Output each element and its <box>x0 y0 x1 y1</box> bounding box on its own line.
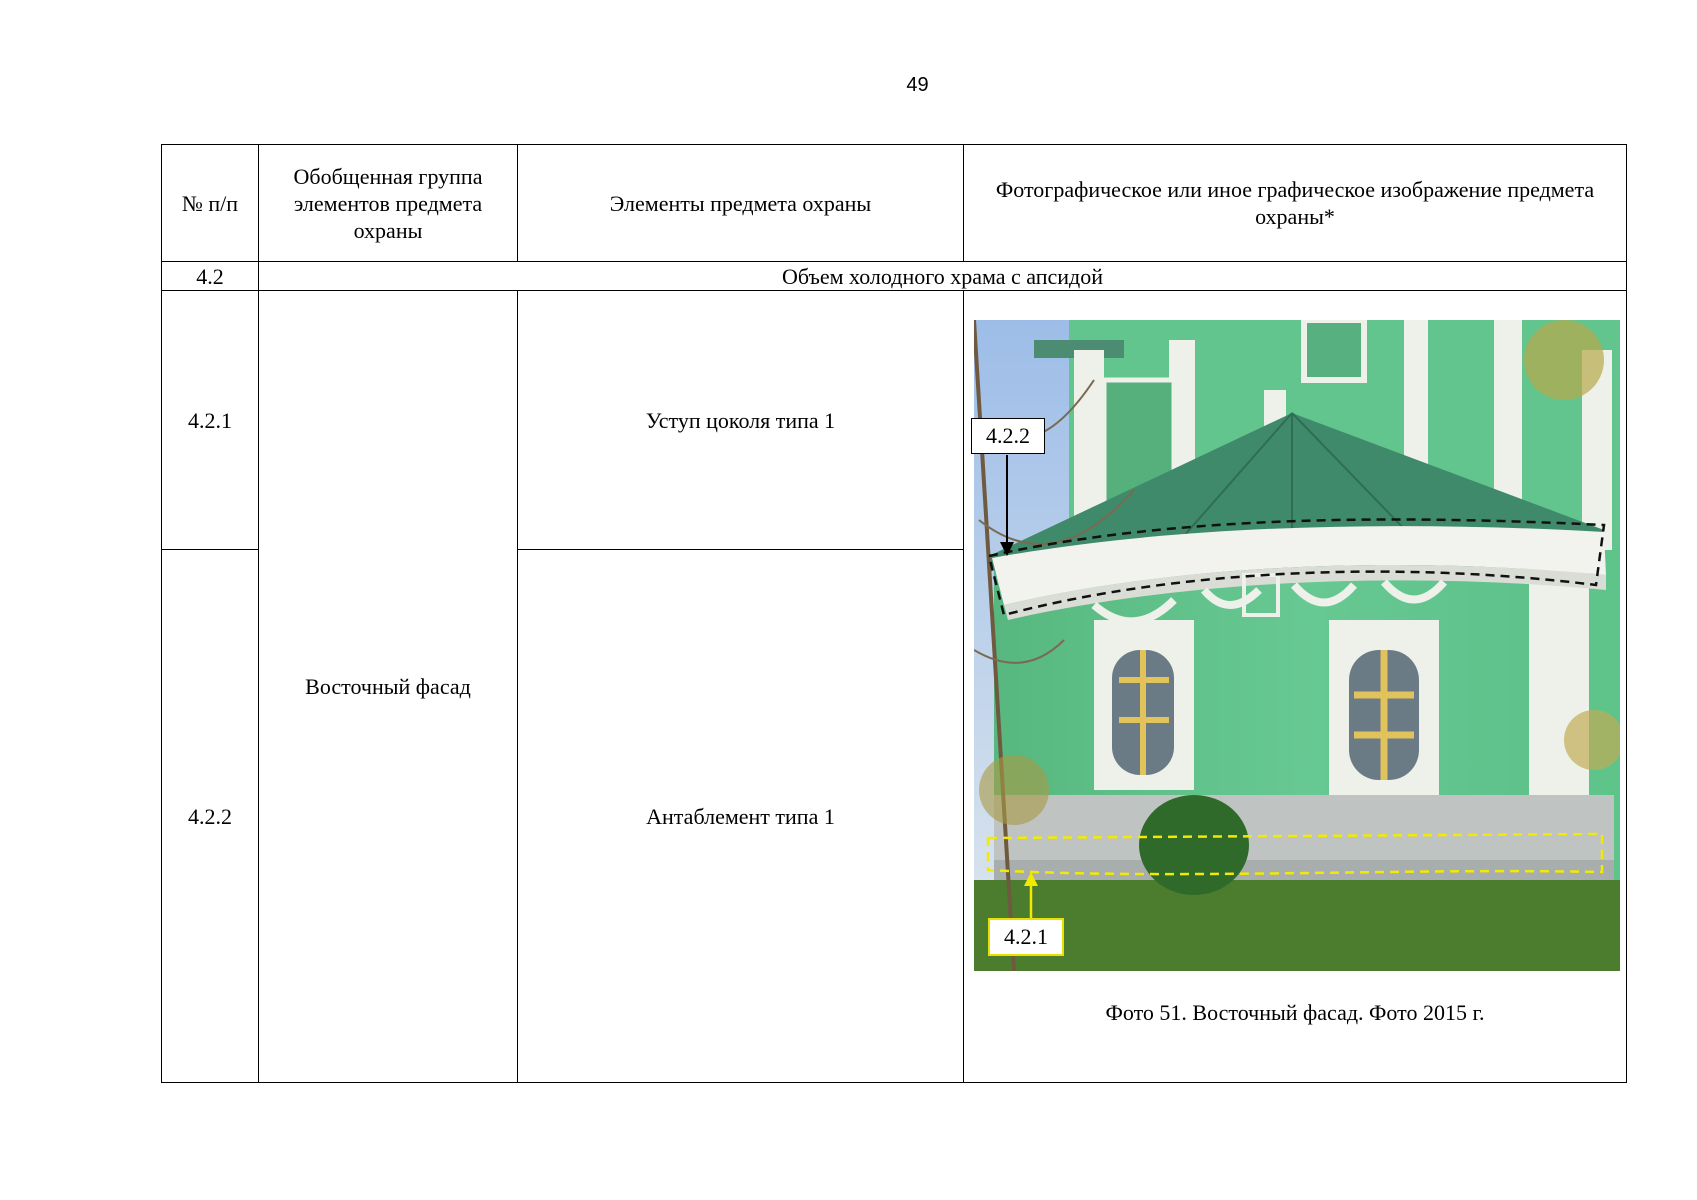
row-number: 4.2.1 <box>162 291 259 550</box>
group-cell: Восточный фасад <box>259 291 518 1083</box>
header-group: Обобщенная группа элементов предмета охраны <box>259 145 518 262</box>
table-row <box>162 291 1627 550</box>
photo-cell <box>964 291 1627 1083</box>
callout-4-2-1: 4.2.1 <box>988 918 1064 956</box>
photo-caption: Фото 51. Восточный фасад. Фото 2015 г. <box>1105 1000 1485 1025</box>
row-element: Антаблемент типа 1 <box>518 550 964 1083</box>
section-row <box>162 262 1627 291</box>
section-number: 4.2 <box>162 262 259 291</box>
callout-4-2-2: 4.2.2 <box>971 418 1045 454</box>
header-image: Фотографическое или иное графическое изображение предмета охраны* <box>964 145 1627 262</box>
facade-photo <box>974 320 1620 971</box>
section-title: Объем холодного храма с апсидой <box>259 262 1627 291</box>
row-number: 4.2.2 <box>162 550 259 1083</box>
header-elements: Элементы предмета охраны <box>518 145 964 262</box>
header-row <box>162 145 1627 262</box>
header-number: № п/п <box>162 145 259 262</box>
facade-photo-image <box>974 320 1620 971</box>
row-element: Уступ цоколя типа 1 <box>518 291 964 550</box>
page-number: 49 <box>906 74 929 96</box>
protection-table <box>161 144 1627 1083</box>
